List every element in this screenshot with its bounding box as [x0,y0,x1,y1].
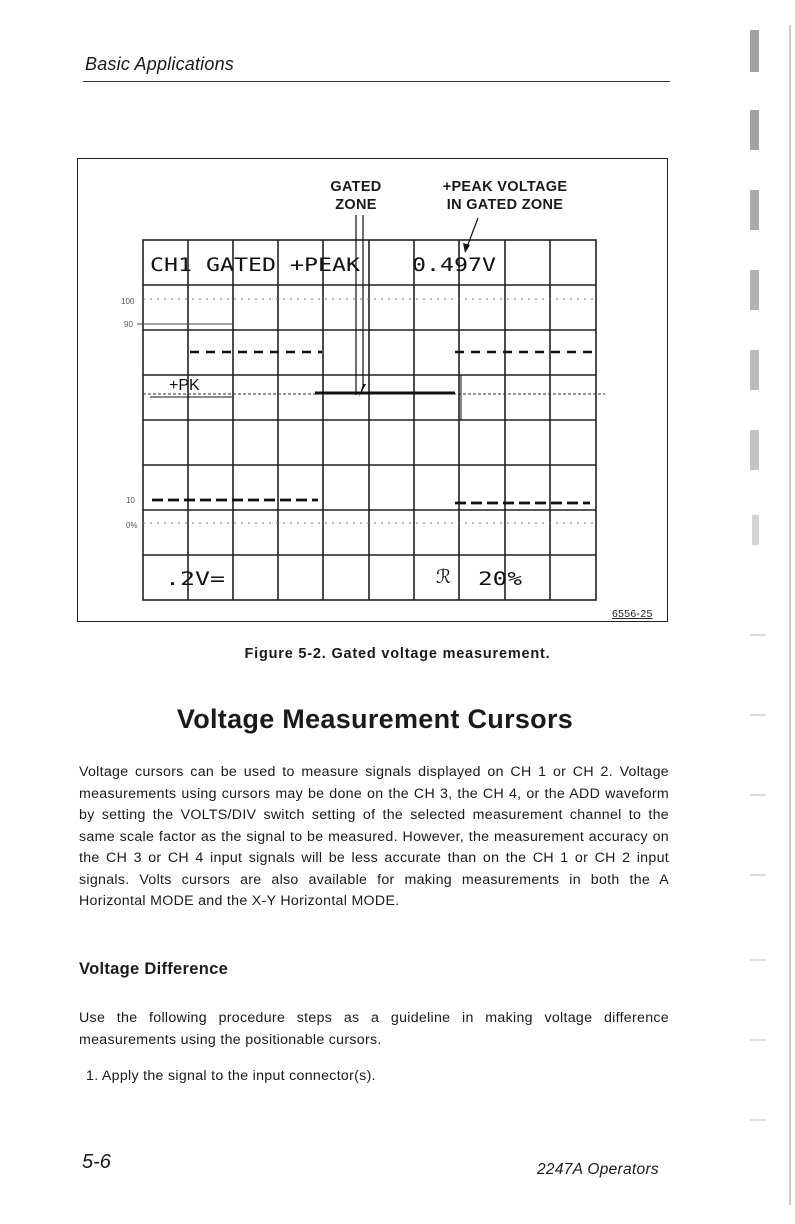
graticule-grid [143,240,596,600]
trigger-marker: ℛ [436,566,452,588]
figure-number: 6556-25 [612,608,653,620]
readout-bottom-left: .2V= [165,568,225,590]
gated-zone-arrowhead [359,384,366,397]
readout-top-left: CH1 GATED +PEAK [150,254,361,276]
manual-name: 2247A Operators [537,1161,659,1178]
peak-voltage-label-line2: IN GATED ZONE [446,197,564,213]
graticule-label-90: 90 [124,320,133,329]
procedure-step-1: 1. Apply the signal to the input connector(s). [86,1068,376,1084]
subsection-title: Voltage Difference [79,960,229,978]
running-head: Basic Applications [85,54,235,74]
peak-voltage-label-line1: +PEAK VOLTAGE [442,179,568,195]
figure-caption: Figure 5-2. Gated voltage measurement. [244,646,551,662]
peak-voltage-pointer [467,218,478,247]
gated-zone-label-line2: ZONE [335,197,377,213]
peak-cursor-label: +PK [169,377,200,394]
peak-voltage-arrowhead [463,243,470,253]
waveform-bottom [152,500,590,503]
paragraph-voltage-cursors: Voltage cursors can be used to measure signals displayed on CH 1 or CH 2. Voltage measurements using cursors may be done on the CH 3, the CH 4, or the ADD waveform by setting the VOLTS/DIV switch setting of the selected measurement channel to the same scale factor as the signal to be measured. However, the measurement accuracy on the CH 3 or CH 4 input signals will be less accurate than on the CH 1 or CH 2 input signals. Volts cursors are also available for making measurements in both the A Horizontal MODE and the X-Y Horizontal MODE. [79,764,669,909]
binding-edge-artifact [738,25,795,1205]
readout-top-right: 0.497V [412,254,496,276]
page-number: 5-6 [82,1151,111,1173]
gated-zone-label-line1: GATED [330,179,382,195]
readout-bottom-right: 20% [478,568,523,590]
graticule-label-10: 10 [126,496,135,505]
graticule-label-0: 0% [126,521,138,530]
paragraph-voltage-difference: Use the following procedure steps as a guideline in making voltage difference measurements using the positionable cursors. [79,1010,669,1048]
graticule-label-100: 100 [121,297,135,306]
section-title: Voltage Measurement Cursors [176,704,574,734]
